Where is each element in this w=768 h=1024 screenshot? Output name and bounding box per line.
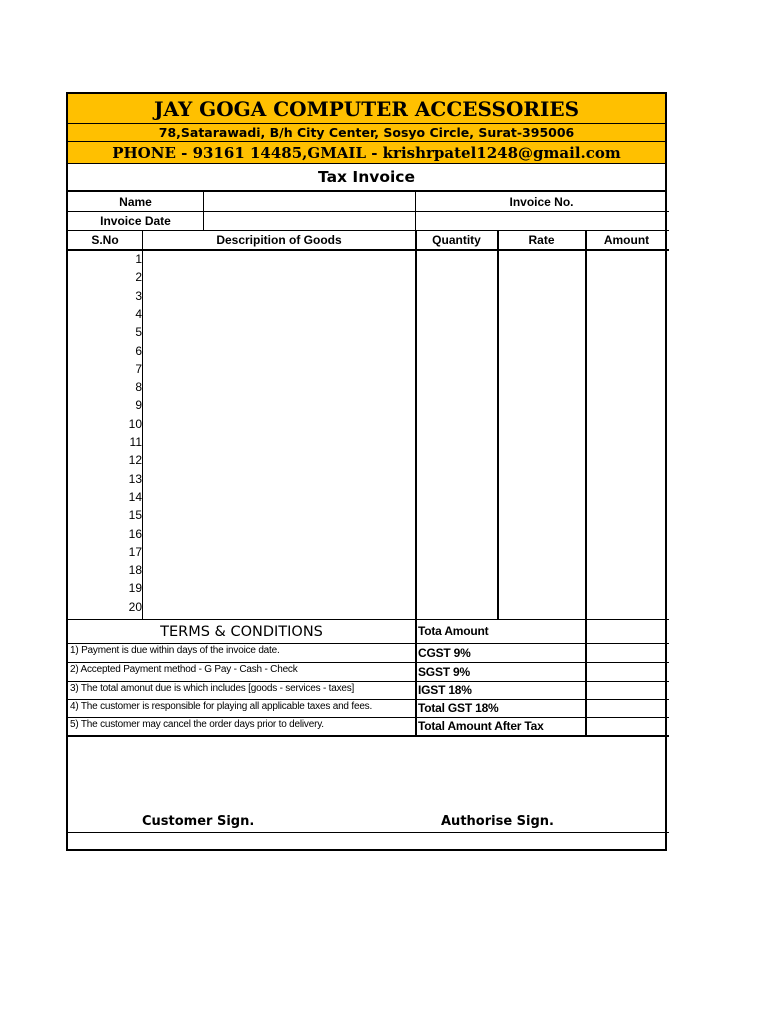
invoice-no-label: Invoice No. (509, 194, 574, 209)
total-label-igst: IGST 18% (418, 683, 472, 697)
name-label: Name (119, 194, 152, 209)
customer-sign-label: Customer Sign. (142, 814, 255, 829)
total-label-sgst: SGST 9% (418, 665, 470, 679)
divider (142, 231, 143, 620)
terms-heading: TERMS & CONDITIONS (160, 623, 323, 640)
company-contact: PHONE - 93161 14485,GMAIL - krishrpatel1248@gmail.com (68, 142, 665, 164)
row-number: 3 (135, 288, 142, 303)
total-label-tota-amount: Tota Amount (418, 624, 489, 638)
terms-item: 1) Payment is due within days of the invoice date. (70, 645, 280, 656)
row-number: 6 (135, 343, 142, 358)
col-sno: S.No (91, 233, 119, 247)
divider (68, 681, 669, 682)
row-number: 18 (128, 563, 142, 578)
divider (68, 735, 669, 737)
divider (68, 249, 669, 251)
terms-item: 2) Accepted Payment method - G Pay - Cash - Check (70, 664, 298, 675)
row-number: 16 (128, 526, 142, 541)
col-rate: Rate (528, 233, 555, 247)
total-label-after-tax: Total Amount After Tax (418, 719, 544, 733)
row-number: 11 (129, 435, 142, 449)
col-quantity: Quantity (432, 233, 481, 247)
row-number: 13 (128, 471, 142, 486)
invoice-no-field[interactable] (416, 211, 667, 230)
terms-item: 3) The total amonut due is which includes [goods - services - taxes] (70, 683, 355, 694)
row-number: 7 (135, 361, 142, 376)
divider (68, 662, 669, 663)
row-number: 9 (135, 398, 142, 413)
divider (68, 699, 669, 700)
row-number: 19 (128, 581, 142, 596)
row-number: 8 (135, 380, 142, 395)
total-label-cgst: CGST 9% (418, 646, 471, 660)
name-field[interactable] (204, 192, 415, 211)
company-name: JAY GOGA COMPUTER ACCESSORIES (68, 94, 665, 124)
divider (68, 832, 669, 833)
row-number: 15 (128, 508, 142, 523)
row-number: 17 (128, 544, 142, 559)
row-number: 2 (135, 270, 142, 285)
company-address: 78,Satarawadi, B/h City Center, Sosyo Circle, Surat-395006 (68, 124, 665, 142)
row-number: 4 (135, 306, 142, 321)
terms-item: 4) The customer is responsible for playing all applicable taxes and fees. (70, 701, 373, 712)
row-number: 14 (128, 489, 142, 504)
invoice-sheet (66, 92, 667, 851)
tax-invoice-heading: Tax Invoice (68, 164, 665, 192)
row-number: 5 (135, 325, 142, 340)
row-number: 12 (128, 453, 142, 468)
row-number: 20 (128, 599, 142, 614)
row-number: 10 (128, 416, 142, 431)
col-amount: Amount (603, 233, 650, 247)
terms-item: 5) The customer may cancel the order days prior to delivery. (70, 719, 324, 730)
invoice-date-label: Invoice Date (100, 213, 171, 228)
divider (497, 231, 499, 620)
totals-amount-cells[interactable] (587, 620, 667, 735)
divider (68, 643, 669, 644)
row-number: 1 (135, 252, 142, 266)
total-label-total-gst: Total GST 18% (418, 701, 499, 715)
col-description: Descripition of Goods (216, 233, 342, 247)
authorise-sign-label: Authorise Sign. (441, 814, 554, 829)
divider (68, 717, 669, 718)
invoice-date-field[interactable] (204, 211, 415, 230)
